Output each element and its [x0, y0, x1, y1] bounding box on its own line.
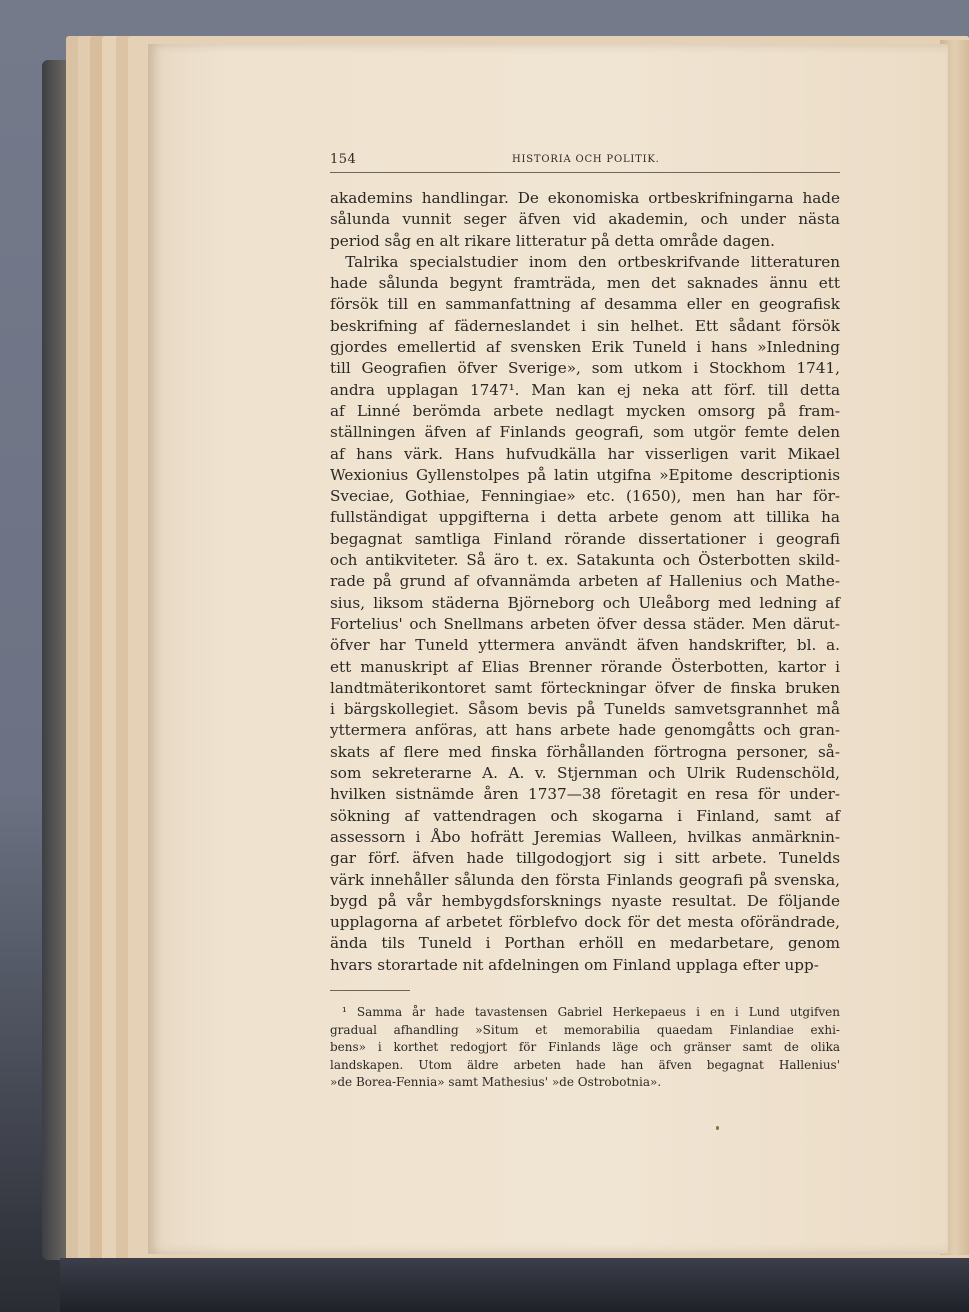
text-line: rade på grund af ofvannämda arbeten af Hallenius och Mathe-: [330, 572, 840, 591]
table-shadow: [60, 1258, 969, 1312]
text-line: ställningen äfven af Finlands geografi, som utgör femte delen: [330, 423, 840, 442]
text-line: i bärgskollegiet. Såsom bevis på Tunelds samvetsgrannhet må: [330, 700, 840, 719]
text-line: ett manuskript af Elias Brenner rörande Österbotten, kartor i: [330, 657, 840, 676]
footnote-line: landskapen. Utom äldre arbeten hade han äfven begagnat Hallenius': [330, 1057, 840, 1072]
text-line: och antikviteter. Så äro t. ex. Satakunta och Österbotten skild-: [330, 551, 840, 570]
text-line: Wexionius Gyllenstolpes på latin utgifna »Epitome descriptionis: [330, 465, 840, 484]
text-line: gjordes emellertid af svensken Erik Tuneld i hans »Inledning: [330, 338, 840, 357]
text-line: försök till en sammanfattning af desamma eller en geografisk: [330, 295, 840, 314]
text-line: gar förf. äfven hade tillgodogjort sig i sitt arbete. Tunelds: [330, 849, 840, 868]
text-line: Sveciae, Gothiae, Fenningiae» etc. (1650), men han har för-: [330, 487, 840, 506]
text-line: hvars storartade nit afdelningen om Finland upplaga efter upp-: [330, 955, 819, 974]
text-line: hade sålunda begynt framträda, men det saknades ännu ett: [330, 274, 840, 293]
footnote-rule: [330, 990, 410, 991]
running-head: HISTORIA OCH POLITIK.: [512, 154, 660, 165]
text-line: af Linné berömda arbete nedlagt mycken omsorg på fram-: [330, 401, 840, 420]
text-line: skats af flere med finska förhållanden förtrogna personer, så-: [330, 742, 840, 761]
text-line: Fortelius' och Snellmans arbeten öfver dessa städer. Men därut-: [330, 614, 840, 633]
text-line: akademins handlingar. De ekonomiska ortbeskrifningarna hade: [330, 189, 840, 207]
text-line: yttermera anföras, att hans arbete hade genomgåtts och gran-: [330, 721, 840, 740]
text-line: period såg en alt rikare litteratur på detta område dagen.: [330, 231, 775, 250]
page-number: 154: [330, 152, 357, 167]
text-line: bygd på vår hembygdsforsknings nyaste resultat. De följande: [330, 891, 840, 910]
text-line: andra upplagan 1747¹. Man kan ej neka att förf. till detta: [330, 380, 840, 399]
text-line: till Geografien öfver Sverige», som utkom i Stockhom 1741,: [330, 359, 840, 378]
text-line: begagnat samtliga Finland rörande dissertationer i geografi: [330, 529, 840, 548]
page-header: [330, 148, 840, 173]
text-line: Talrika specialstudier inom den ortbeskrifvande litteraturen: [330, 252, 840, 271]
paper-speck: [716, 1126, 719, 1130]
footnote-line: »de Borea-Fennia» samt Mathesius' »de Ostrobotnia».: [330, 1075, 662, 1089]
footnotes: [330, 1004, 840, 1092]
text-line: ända tils Tuneld i Porthan erhöll en medarbetare, genom: [330, 934, 840, 953]
body-text: [330, 188, 840, 976]
text-line: som sekreterarne A. A. v. Stjernman och Ulrik Rudenschöld,: [330, 764, 840, 783]
text-line: upplagorna af arbetet förblefvo dock för det mesta oförändrade,: [330, 913, 840, 932]
text-line: assessorn i Åbo hofrätt Jeremias Walleen, hvilkas anmärknin-: [330, 827, 840, 846]
text-line: värk innehåller sålunda den första Finlands geografi på svenska,: [330, 870, 840, 889]
text-line: hvilken sistnämde åren 1737—38 företagit en resa för under-: [330, 785, 840, 804]
footnote-line: bens» i korthet redogjort för Finlands läge och gränser samt de olika: [330, 1040, 840, 1054]
text-line: beskrifning af fäderneslandet i sin helhet. Ett sådant försök: [330, 316, 840, 335]
text-line: sius, liksom städerna Björneborg och Uleåborg med ledning af: [330, 593, 840, 612]
text-line: landtmäterikontoret samt förteckningar öfver de finska bruken: [330, 678, 840, 697]
text-line: fullständigat uppgifterna i detta arbete genom att tillika ha: [330, 508, 840, 527]
footnote-line: gradual afhandling »Situm et memorabilia quaedam Finlandiae exhi-: [330, 1022, 840, 1037]
text-line: öfver har Tuneld yttermera användt äfven handskrifter, bl. a.: [330, 636, 840, 655]
text-line: af hans värk. Hans hufvudkälla har visserligen varit Mikael: [330, 444, 840, 463]
footnote-line: ¹ Samma år hade tavastensen Gabriel Herkepaeus i en i Lund utgifven: [330, 1005, 840, 1019]
text-line: sålunda vunnit seger äfven vid akademin, och under nästa: [330, 210, 840, 229]
text-line: sökning af vattendragen och skogarna i Finland, samt af: [330, 806, 840, 825]
